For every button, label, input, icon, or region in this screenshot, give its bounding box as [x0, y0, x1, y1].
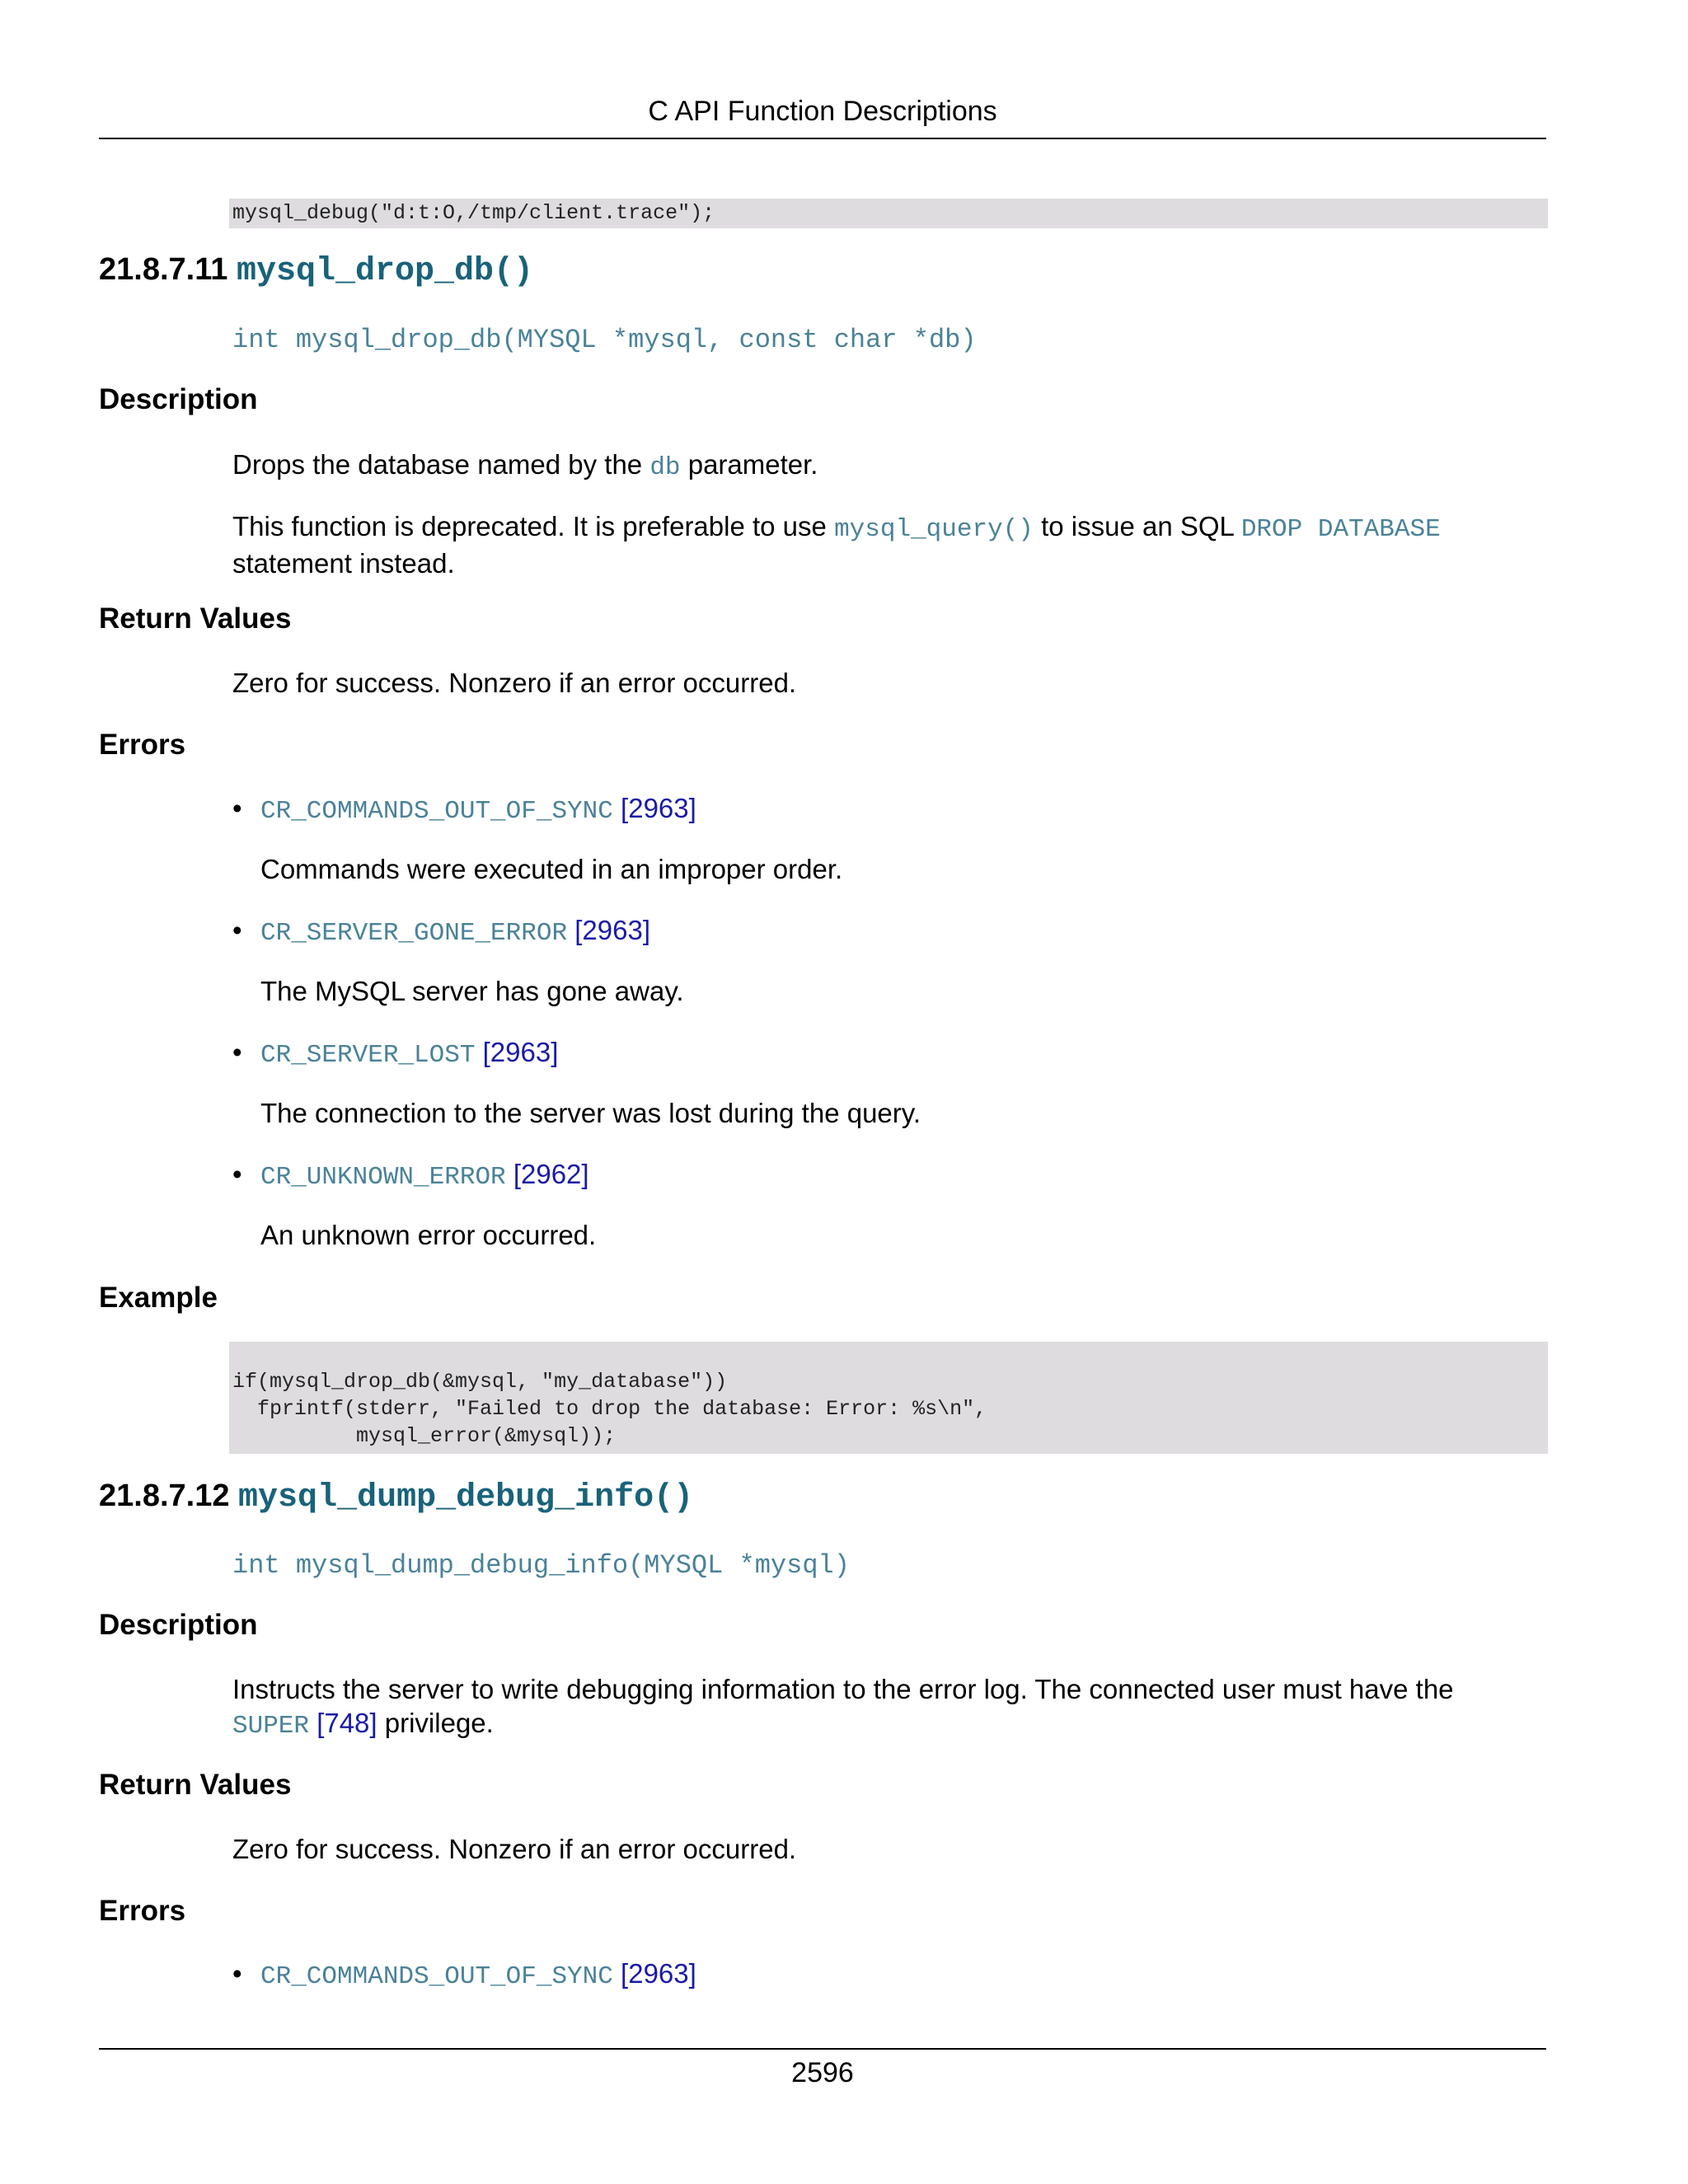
super-privilege-link[interactable]: SUPER [232, 1712, 310, 1741]
code-top: mysql_debug("d:t:O,/tmp/client.trace"); [232, 201, 715, 225]
example-code: if(mysql_drop_db(&mysql, "my_database")) fprintf(stderr, "Failed to drop the database: Error: %s\n", mysql_error(&mysql)); [232, 1370, 987, 1448]
error-ref-link[interactable]: [2963] [621, 1958, 696, 1989]
bullet-icon: • [232, 1037, 242, 1067]
text: This function is deprecated. It is preferable to use [232, 511, 835, 541]
heading-errors: Errors [99, 729, 186, 761]
section-function-link[interactable]: mysql_drop_db() [236, 253, 534, 290]
drop-database-link[interactable]: DROP DATABASE [1240, 515, 1441, 544]
error-item [232, 793, 696, 826]
heading-example: Example [99, 1282, 218, 1314]
error-item [232, 1037, 558, 1070]
bullet-icon: • [232, 793, 242, 823]
heading-description: Description [99, 1609, 258, 1641]
error-code-link[interactable]: CR_SERVER_LOST [260, 1041, 476, 1070]
heading-return-values: Return Values [99, 602, 292, 635]
error-description: An unknown error occurred. [260, 1220, 597, 1250]
section-title-dump-debug-info [99, 1479, 693, 1516]
description-paragraph-2 [232, 509, 1568, 580]
heading-errors: Errors [99, 1895, 186, 1927]
error-code-link[interactable]: CR_SERVER_GONE_ERROR [260, 919, 568, 948]
section-title-drop-db [99, 252, 533, 290]
error-description: The connection to the server was lost during the query. [260, 1098, 921, 1128]
footer-rule [99, 2048, 1546, 2050]
function-synopsis: int mysql_dump_debug_info(MYSQL *mysql) [232, 1550, 850, 1581]
code-block-top [229, 199, 1548, 228]
function-synopsis: int mysql_drop_db(MYSQL *mysql, const char *db) [232, 325, 977, 355]
error-ref-link[interactable]: [2963] [482, 1037, 559, 1067]
code-block-example [229, 1342, 1548, 1454]
error-item [232, 1958, 696, 1991]
bullet-icon: • [232, 1958, 242, 1989]
return-values-text: Zero for success. Nonzero if an error occurred. [232, 1834, 797, 1864]
section-number: 21.8.7.11 [99, 252, 228, 287]
description-paragraph [232, 1672, 1568, 1743]
heading-return-values: Return Values [99, 1769, 292, 1801]
text: Drops the database named by the [232, 449, 650, 480]
error-code-link[interactable]: CR_UNKNOWN_ERROR [260, 1163, 506, 1192]
heading-description: Description [99, 383, 258, 415]
error-ref-link[interactable]: [2963] [574, 915, 650, 945]
mysql-query-link[interactable]: mysql_query() [834, 515, 1034, 544]
return-values-text: Zero for success. Nonzero if an error occurred. [232, 668, 797, 698]
error-code-link[interactable]: CR_COMMANDS_OUT_OF_SYNC [260, 1962, 613, 1991]
error-description: The MySQL server has gone away. [260, 976, 684, 1006]
text: to issue an SQL [1033, 511, 1241, 541]
error-description: Commands were executed in an improper order. [260, 854, 843, 884]
error-item [232, 915, 650, 948]
bullet-icon: • [232, 915, 242, 945]
bullet-icon: • [232, 1159, 242, 1189]
section-number: 21.8.7.12 [99, 1479, 230, 1513]
param-db-code: db [649, 453, 681, 482]
text: statement instead. [232, 548, 455, 579]
error-ref-link[interactable]: [2962] [513, 1159, 589, 1189]
error-item [232, 1159, 589, 1192]
error-ref-link[interactable]: [2963] [621, 793, 696, 823]
super-ref-link[interactable]: [748] [316, 1708, 377, 1738]
section-function-link[interactable]: mysql_dump_debug_info() [238, 1479, 694, 1516]
error-code-link[interactable]: CR_COMMANDS_OUT_OF_SYNC [260, 797, 613, 826]
header-rule [99, 138, 1546, 139]
text: privilege. [377, 1708, 494, 1738]
page-header-title: C API Function Descriptions [648, 96, 997, 127]
description-paragraph-1 [232, 448, 1568, 485]
page-number: 2596 [791, 2057, 854, 2088]
text: parameter. [680, 449, 818, 480]
text: Instructs the server to write debugging information to the error log. The connected user must have the [232, 1674, 1454, 1704]
